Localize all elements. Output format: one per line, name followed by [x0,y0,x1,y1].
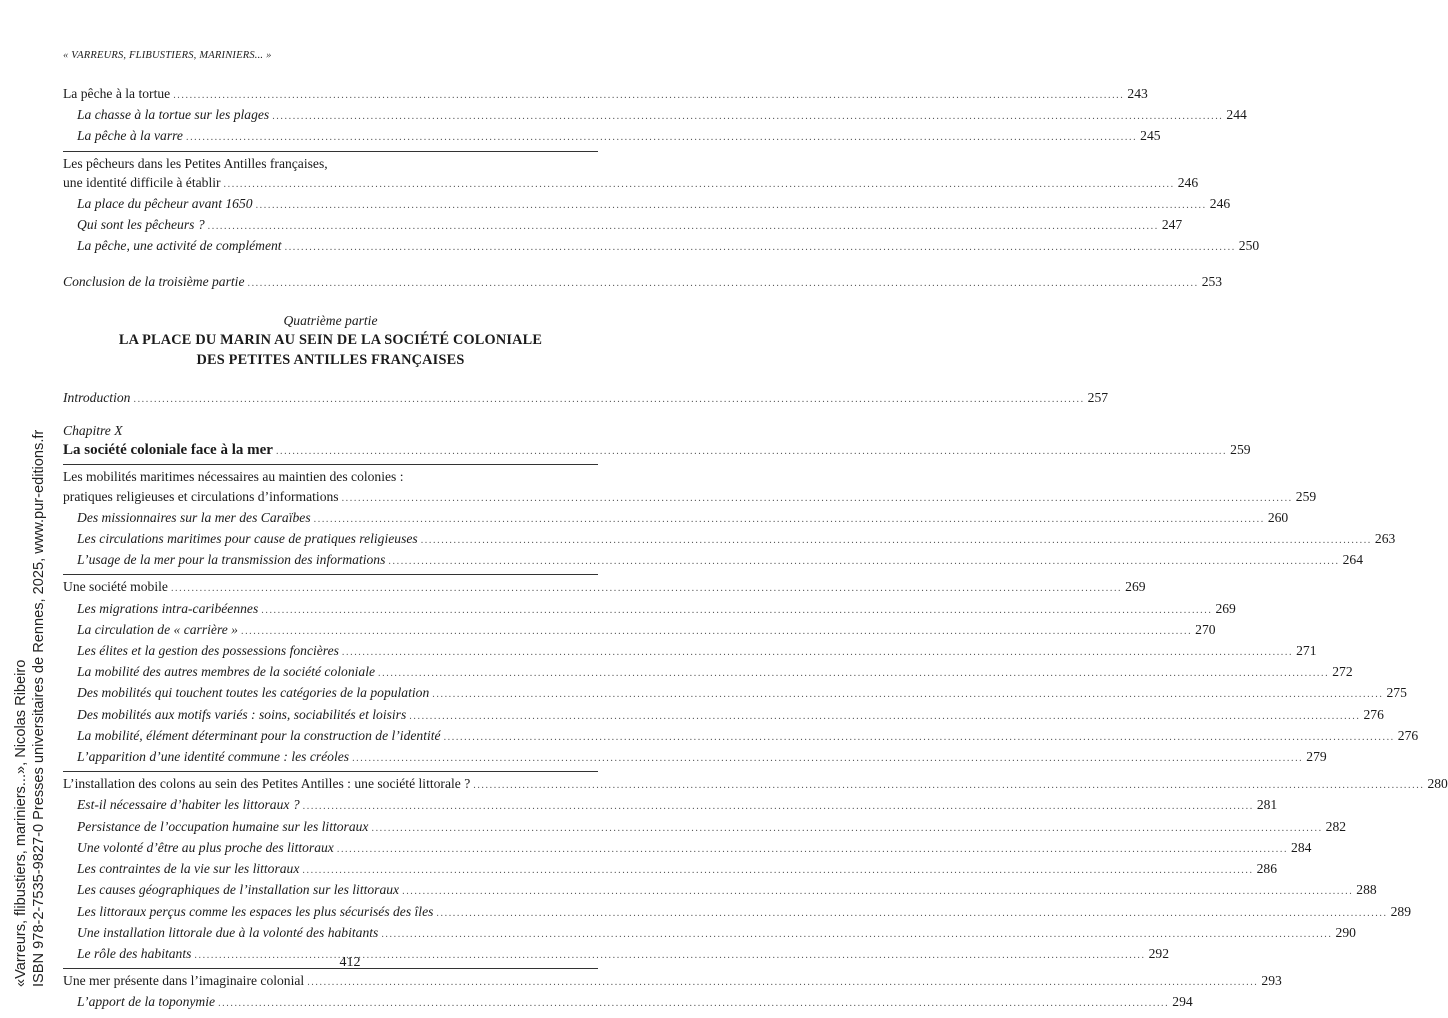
toc-entry-page: 264 [1342,552,1363,568]
leader-dots [342,489,1293,508]
toc-entry-title: Des mobilités aux motifs variés : soins, sociabilités et loisirs [77,706,407,722]
toc-subentry[interactable] [63,683,1407,704]
toc-entry[interactable] [63,84,1148,105]
spacer [63,370,598,388]
leader-dots [337,840,1288,859]
leader-dots [303,797,1254,816]
leader-dots [378,664,1329,683]
toc-entry-title-line: Les mobilités maritimes nécessaires au maintien des colonies : [63,469,404,485]
toc-subentry[interactable] [63,508,1289,529]
toc-entry-conclusion[interactable] [63,272,1223,293]
toc-entry-title: Les migrations intra-caribéennes [77,600,259,616]
toc-entry-title: La circulation de « carrière » [77,621,238,637]
toc-entry[interactable] [63,774,1448,795]
divider [63,771,598,772]
toc-subentry[interactable] [63,795,1278,816]
toc-entry-page: 275 [1386,685,1407,701]
toc-entry-title: Une volonté d’être au plus proche des littoraux [77,839,334,855]
toc-entry-title: La mobilité, élément déterminant pour la construction de l’identité [77,727,441,743]
toc-entry-page: 290 [1335,924,1356,940]
part-title-line: LA PLACE DU MARIN AU SEIN DE LA SOCIÉTÉ COLONIALE [118,331,543,348]
leader-dots [241,622,1192,641]
leader-dots [421,531,1372,550]
toc-entry-introduction[interactable] [63,388,1109,409]
leader-dots [256,196,1207,215]
toc-entry-title: L’apport de la toponymie [77,994,216,1010]
leader-dots [261,601,1212,620]
toc-entry-title: La mobilité des autres membres de la société coloniale [77,664,376,680]
leader-dots [409,707,1360,726]
leader-dots [208,217,1159,236]
toc-subentry[interactable] [63,194,1231,215]
toc-entry-title: La place du pêcheur avant 1650 [77,196,253,212]
toc-entry-page: 260 [1267,509,1289,525]
side-credit-line: ISBN 978-2-7535-9827-0 Presses universitaires de Rennes, 2025, www.pur-editions.fr [31,429,47,987]
toc-entry-page: 280 [1427,776,1448,792]
toc-entry-page: 247 [1161,217,1183,233]
toc-subentry[interactable] [63,641,1317,662]
toc-entry-title: Une société mobile [63,579,168,595]
toc-entry-title: Conclusion de la troisième partie [63,273,245,289]
chapter-title: La société coloniale face à la mer [63,442,273,459]
table-of-contents [63,84,1448,1014]
toc-subentry[interactable] [63,859,1277,880]
toc-entry-chapter[interactable] [63,440,1251,461]
toc-entry-title: La pêche à la tortue [63,86,171,101]
toc-entry-title: Les causes géographiques de l’installation sur les littoraux [77,882,400,898]
toc-entry-title: L’installation des colons au sein des Petites Antilles : une société littorale ? [63,776,471,792]
leader-dots [436,904,1387,923]
leader-dots [342,643,1293,662]
leader-dots [285,238,1236,257]
leader-dots [133,390,1084,409]
toc-entry-page: 294 [1172,994,1193,1010]
toc-subentry[interactable] [63,529,1396,550]
page-number: 412 [339,955,361,970]
leader-dots [224,175,1175,194]
toc-subentry[interactable] [63,105,1247,126]
toc-entry-title-line: Les pêcheurs dans les Petites Antilles françaises, [63,155,328,171]
toc-entry-page: 276 [1363,706,1384,722]
leader-dots [276,442,1227,461]
toc-subentry[interactable] [63,705,1384,726]
leader-dots [432,685,1383,704]
toc-subentry[interactable] [63,126,1161,147]
divider [63,151,598,152]
side-credit-line: «Varreurs, flibustiers, mariniers...», Nicolas Ribeiro [13,659,29,987]
leader-dots [307,973,1258,992]
toc-entry-page: 270 [1195,621,1216,637]
toc-entry-title: Des mobilités qui touchent toutes les catégories de la population [77,685,430,701]
divider [63,574,598,575]
toc-subentry[interactable] [63,880,1377,901]
toc-entry-page: 293 [1261,973,1282,989]
toc-entry-title: Est-il nécessaire d’habiter les littoraux ? [77,797,300,813]
toc-entry-page: 269 [1215,600,1236,616]
toc-entry-page: 281 [1256,797,1278,813]
side-credit [12,430,48,987]
leader-dots [314,510,1265,529]
toc-entry[interactable] [63,577,1146,598]
toc-entry-page: 288 [1356,882,1377,898]
toc-entry-page: 271 [1296,643,1317,659]
toc-entry[interactable] [63,173,1199,194]
toc-entry-page: 250 [1238,238,1260,254]
toc-entry-title: Une mer présente dans l’imaginaire colonial [63,973,305,989]
toc-subentry[interactable] [63,215,1183,236]
toc-entry-title: Les circulations maritimes pour cause de pratiques religieuses [77,531,418,547]
leader-dots [173,86,1124,105]
toc-entry-title: Une installation littorale due à la volonté des habitants [77,924,379,940]
toc-entry-title: Le rôle des habitants [77,945,192,961]
toc-entry-page: 282 [1325,818,1347,834]
toc-entry-page: 284 [1291,839,1312,855]
divider [63,464,598,465]
toc-entry-page: 246 [1209,196,1231,212]
part-title-line: DES PETITES ANTILLES FRANÇAISES [196,351,465,368]
chapter-label: Chapitre X [63,423,123,439]
toc-entry-title: Les littoraux perçus comme les espaces les plus sécurisés des îles [77,903,434,919]
toc-entry-page: 244 [1226,107,1247,123]
part-label: Quatrième partie [283,312,378,328]
toc-entry-title: L’usage de la mer pour la transmission des informations [77,552,386,568]
toc-subentry[interactable] [63,817,1347,838]
toc-subentry[interactable] [63,236,1260,257]
leader-dots [381,925,1332,944]
toc-entry-page: 253 [1201,273,1223,289]
toc-entry-title: Les contraintes de la vie sur les littoraux [77,861,300,877]
toc-subentry[interactable] [63,550,1363,571]
toc-subentry[interactable] [63,923,1356,944]
toc-entry-page: 272 [1332,664,1353,680]
toc-entry-page: 259 [1295,488,1317,504]
toc-entry-title: L’apparition d’une identité commune : les créoles [77,749,350,765]
toc-entry-page: 289 [1390,903,1411,919]
toc-entry-title: Les élites et la gestion des possessions foncières [77,643,339,659]
leader-dots [272,107,1223,126]
toc-entry[interactable] [63,487,1317,508]
toc-entry-page: 243 [1127,86,1148,101]
toc-entry-title: Qui sont les pêcheurs ? [77,217,205,233]
toc-entry-page: 246 [1177,174,1199,190]
leader-dots [402,882,1353,901]
spacer [63,258,598,272]
leader-dots [186,128,1137,147]
leader-dots [247,274,1198,293]
toc-entry-title: Introduction [63,389,131,405]
toc-subentry[interactable] [63,620,1216,641]
toc-entry-page: 276 [1397,727,1419,743]
toc-entry[interactable] [63,971,1282,992]
toc-subentry[interactable] [63,992,1193,1013]
toc-subentry[interactable] [63,902,1411,923]
toc-entry-page: 279 [1306,749,1327,765]
toc-entry-page: 269 [1125,579,1146,595]
leader-dots [388,552,1339,571]
leader-dots [444,728,1395,747]
running-head: « VARREURS, FLIBUSTIERS, MARINIERS... » [63,50,272,61]
toc-entry-title: pratiques religieuses et circulations d’informations [63,488,339,504]
toc-entry-title: La pêche à la varre [77,128,183,144]
toc-entry-page: 257 [1087,389,1109,405]
leader-dots [473,776,1424,795]
toc-subentry[interactable] [63,838,1312,859]
toc-entry-title: Persistance de l’occupation humaine sur les littoraux [77,818,369,834]
toc-subentry[interactable] [63,726,1419,747]
leader-dots [218,994,1169,1013]
leader-dots [171,579,1122,598]
toc-entry-page: 286 [1256,861,1277,877]
toc-entry-page: 263 [1374,531,1396,547]
toc-subentry[interactable] [63,599,1236,620]
toc-entry-page: 259 [1230,442,1251,458]
toc-entry-title: La chasse à la tortue sur les plages [77,107,270,123]
toc-entry-page: 245 [1140,128,1161,144]
toc-entry-title: Des missionnaires sur la mer des Caraïbes [77,509,311,525]
toc-subentry[interactable] [63,662,1353,683]
leader-dots [371,819,1322,838]
toc-entry-title: une identité difficile à établir [63,174,221,190]
toc-subentry[interactable] [63,747,1327,768]
toc-entry-title: La pêche, une activité de complément [77,238,282,254]
leader-dots [352,749,1303,768]
leader-dots [302,861,1253,880]
toc-entry-page: 292 [1148,945,1170,961]
